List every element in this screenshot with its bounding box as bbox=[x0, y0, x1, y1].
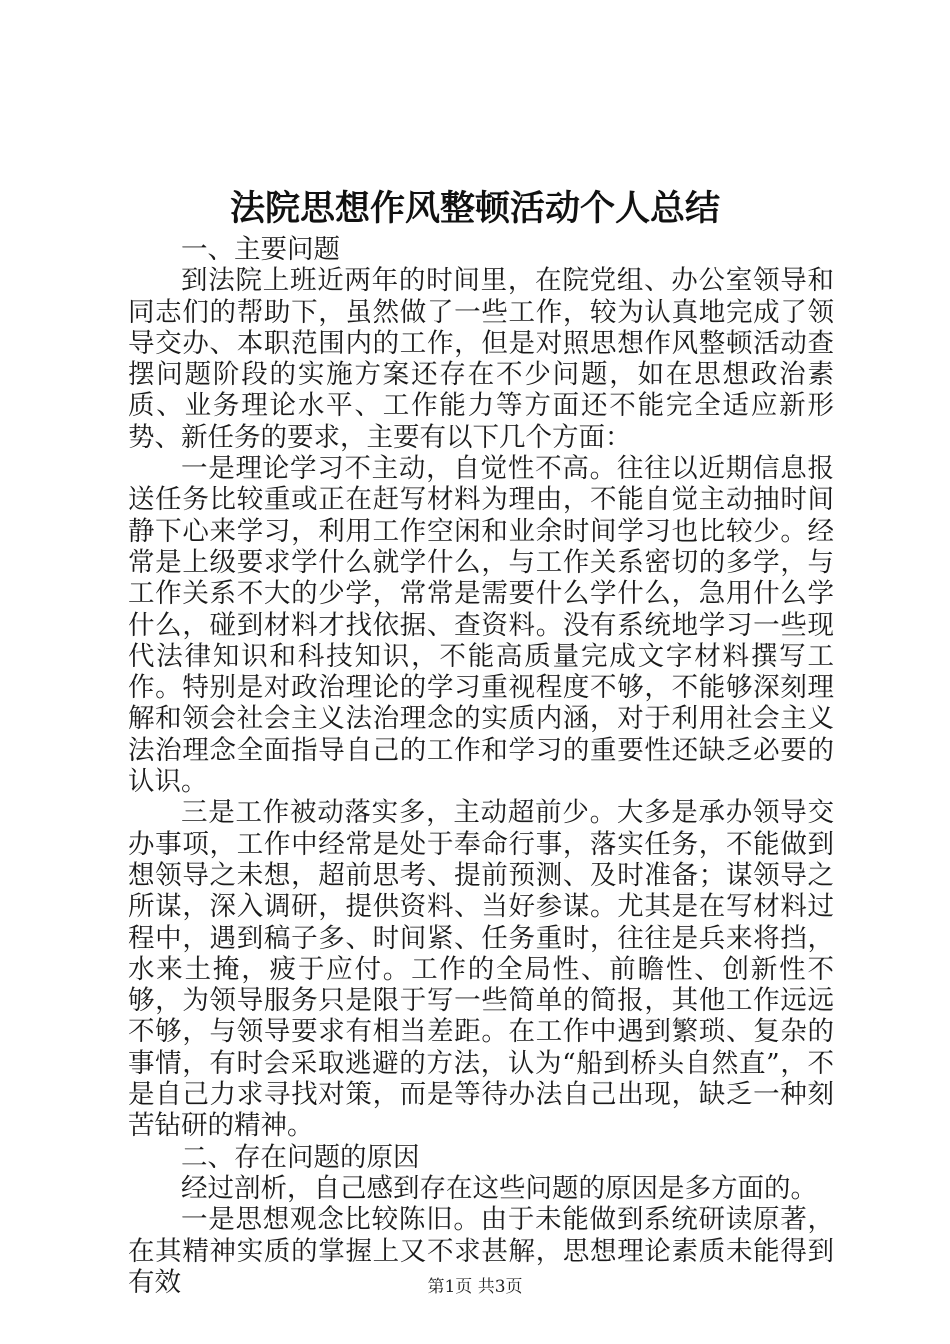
paragraph-cause-one: 一是思想观念比较陈旧。由于未能做到系统研读原著，在其精神实质的掌握上又不求甚解，思想理论素质未能得到有效 bbox=[128, 1204, 834, 1298]
section-heading-main-problems: 一、主要问题 bbox=[181, 234, 340, 265]
paragraph-causes-intro: 经过剖析，自己感到存在这些问题的原因是多方面的。 bbox=[181, 1172, 817, 1204]
paragraph-problem-one: 一是理论学习不主动，自觉性不高。往往以近期信息报送任务比较重或正在赶写材料为理由，不能自觉主动抽时间静下心来学习，利用工作空闲和业余时间学习也比较少。经常是上级要求学什么就学什么，与工作关系密切的多学，与工作关系不大的少学，常常是需要什么学什么，急用什么学什么，碰到材料才找依据、查资料。没有系统地学习一些现代法律知识和科技知识，不能高质量完成文字材料撰写工作。特别是对政治理论的学习重视程度不够，不能够深刻理解和领会社会主义法治理念的实质内涵，对于利用社会主义法治理念全面指导自己的工作和学习的重要性还缺乏必要的认识。 bbox=[128, 453, 834, 798]
paragraph-intro: 到法院上班近两年的时间里，在院党组、办公室领导和同志们的帮助下，虽然做了一些工作，较为认真地完成了领导交办、本职范围内的工作，但是对照思想作风整顿活动查摆问题阶段的实施方案还存在不少问题，如在思想政治素质、业务理论水平、工作能力等方面还不能完全适应新形势、新任务的要求，主要有以下几个方面： bbox=[128, 265, 834, 453]
page-number-footer: 第1页 共3页 bbox=[427, 1277, 523, 1297]
paragraph-problem-three: 三是工作被动落实多，主动超前少。大多是承办领导交办事项，工作中经常是处于奉命行事，落实任务，不能做到想领导之未想，超前思考、提前预测、及时准备；谋领导之所谋，深入调研，提供资料、当好参谋。尤其是在写材料过程中，遇到稿子多、时间紧、任务重时，往往是兵来将挡，水来土掩，疲于应付。工作的全局性、前瞻性、创新性不够，为领导服务只是限于写一些简单的简报，其他工作远远不够，与领导要求有相当差距。在工作中遇到繁琐、复杂的事情，有时会采取逃避的方法，认为“船到桥头自然直”，不是自己力求寻找对策，而是等待办法自己出现，缺乏一种刻苦钻研的精神。 bbox=[128, 797, 834, 1142]
document-body bbox=[128, 234, 834, 1298]
document-title: 法院思想作风整顿活动个人总结 bbox=[229, 188, 720, 229]
section-heading-causes: 二、存在问题的原因 bbox=[181, 1141, 420, 1173]
